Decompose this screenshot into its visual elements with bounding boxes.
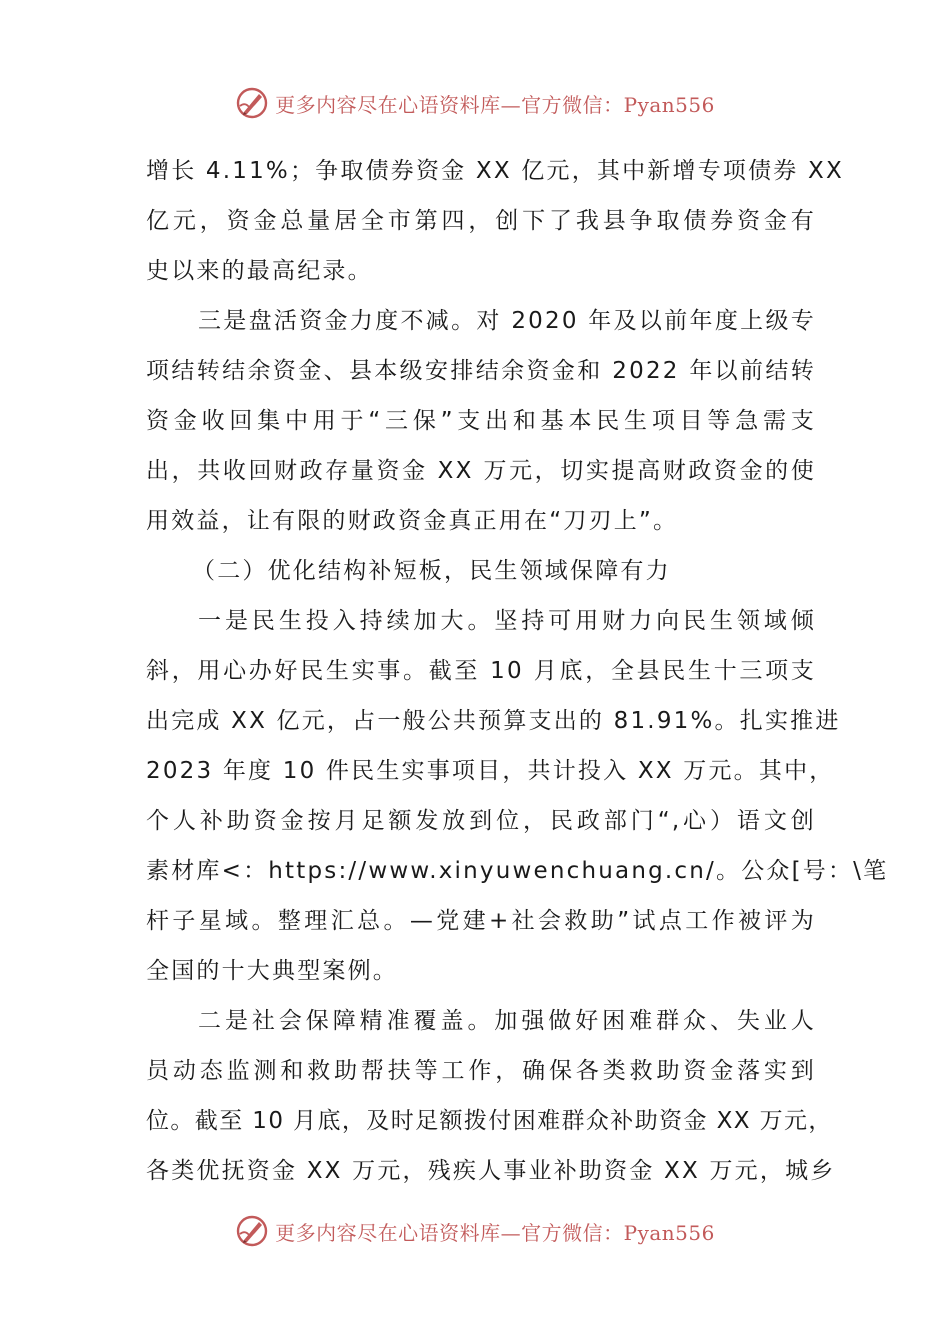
text-line: 史以来的最高纪录。 bbox=[146, 258, 373, 284]
section-heading bbox=[146, 546, 816, 596]
text-line: 二是社会保障精准覆盖。加强做好困难群众、失业人 bbox=[198, 1008, 816, 1034]
text-line: 出完成 XX 亿元，占一般公共预算支出的 81.91%。扎实推进 bbox=[146, 708, 841, 734]
pen-circle-logo-icon bbox=[235, 86, 269, 120]
text-line: 全国的十大典型案例。 bbox=[146, 958, 398, 984]
pen-circle-logo-icon bbox=[235, 1214, 269, 1248]
text-line: 各类优抚资金 XX 万元，残疾人事业补助资金 XX 万元，城乡 bbox=[146, 1158, 836, 1184]
header-banner bbox=[0, 83, 950, 123]
text-line: 亿元，资金总量居全市第四，创下了我县争取债券资金有 bbox=[146, 208, 816, 234]
header-banner-content bbox=[235, 86, 715, 120]
paragraph bbox=[146, 996, 836, 1196]
section-heading-text: （二）优化结构补短板，民生领域保障有力 bbox=[192, 558, 671, 584]
text-line: 杆子星域。整理汇总。—党建+社会救助”试点工作被评为 bbox=[146, 908, 816, 934]
text-line: 用效益，让有限的财政资金真正用在“刀刃上”。 bbox=[146, 508, 679, 534]
text-line: 斜，用心办好民生实事。截至 10 月底，全县民生十三项支 bbox=[146, 658, 816, 684]
text-line: 三是盘活资金力度不减。对 2020 年及以前年度上级专 bbox=[198, 308, 816, 334]
text-line: 资金收回集中用于“三保”支出和基本民生项目等急需支 bbox=[146, 408, 816, 434]
text-line: 项结转结余资金、县本级安排结余资金和 2022 年以前结转 bbox=[146, 358, 816, 384]
text-line: 2023 年度 10 件民生实事项目，共计投入 XX 万元。其中， bbox=[146, 758, 835, 784]
footer-banner bbox=[0, 1211, 950, 1251]
text-line: 个人补助资金按月足额发放到位，民政部门“,心）语文创 bbox=[146, 808, 816, 834]
text-line: 素材库<：https://www.xinyuwenchuang.cn/。公众[号：\笔 bbox=[146, 858, 889, 884]
text-line: 员动态监测和救助帮扶等工作，确保各类救助资金落实到 bbox=[146, 1058, 816, 1084]
footer-banner-content bbox=[235, 1214, 715, 1248]
text-line: 一是民生投入持续加大。坚持可用财力向民生领域倾 bbox=[198, 608, 816, 634]
paragraph bbox=[146, 596, 889, 996]
document-body bbox=[146, 146, 889, 1196]
text-line: 增长 4.11%；争取债券资金 XX 亿元，其中新增专项债券 XX bbox=[146, 158, 844, 184]
paragraph bbox=[146, 146, 844, 296]
header-banner-text: 更多内容尽在心语资料库—官方微信：Pyan556 bbox=[275, 92, 715, 117]
footer-banner-text: 更多内容尽在心语资料库—官方微信：Pyan556 bbox=[275, 1220, 715, 1245]
text-line: 位。截至 10 月底，及时足额拨付困难群众补助资金 XX 万元， bbox=[146, 1108, 833, 1134]
text-line: 出，共收回财政存量资金 XX 万元，切实提高财政资金的使 bbox=[146, 458, 816, 484]
paragraph bbox=[146, 296, 816, 546]
